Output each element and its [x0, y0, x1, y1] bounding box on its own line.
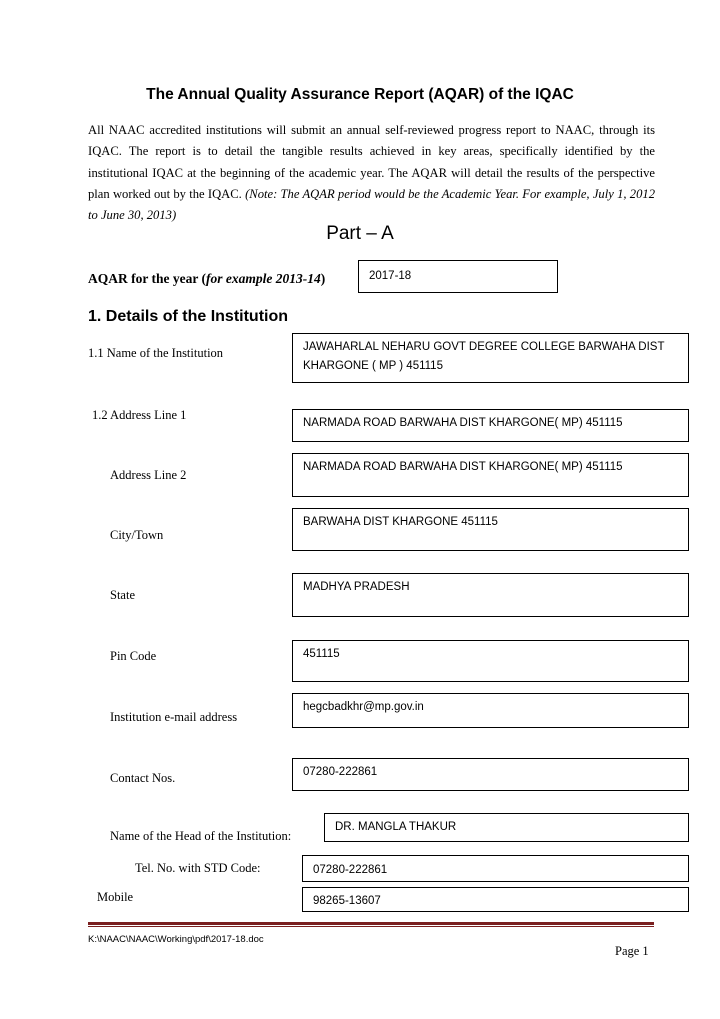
city-label: City/Town: [110, 528, 164, 542]
footer-rule: [88, 922, 654, 925]
address2-label: Address Line 2: [110, 468, 187, 482]
intro-text: All NAAC accredited institutions will submit an annual self-reviewed progress report to NAAC, through its IQAC. The report is to detail the tangible results achieved in key areas, specifically identified by the institutional IQAC at the beginning of the academic year. The AQAR will detail the results of the perspective plan worked out by the IQAC.: [88, 123, 655, 201]
aqar-year-label-example: for example 2013-14: [205, 271, 321, 286]
contact-field[interactable]: 07280-222861: [292, 758, 689, 791]
head-name-field[interactable]: DR. MANGLA THAKUR: [324, 813, 689, 842]
aqar-year-label-end: ): [320, 271, 326, 286]
state-label: State: [110, 588, 135, 602]
contact-label: Contact Nos.: [110, 771, 176, 785]
pin-code-field[interactable]: 451115: [292, 640, 689, 682]
section-heading: 1. Details of the Institution: [88, 308, 289, 325]
pin-label: Pin Code: [110, 649, 157, 663]
head-label: Name of the Head of the Institution:: [110, 829, 292, 843]
address1-label: 1.2 Address Line 1: [92, 408, 187, 422]
page-number: Page 1: [615, 944, 649, 958]
name-label: 1.1 Name of the Institution: [88, 346, 224, 360]
part-heading: Part – A: [326, 223, 394, 244]
intro-paragraph: [88, 120, 655, 226]
city-field[interactable]: BARWAHA DIST KHARGONE 451115: [292, 508, 689, 551]
footer-rule-thin: [88, 926, 654, 927]
state-field[interactable]: MADHYA PRADESH: [292, 573, 689, 617]
mobile-field[interactable]: 98265-13607: [302, 887, 689, 912]
tel-field[interactable]: 07280-222861: [302, 855, 689, 882]
tel-label: Tel. No. with STD Code:: [135, 861, 261, 875]
aqar-year-label-text: AQAR for the year (: [88, 271, 206, 286]
address-line1-field[interactable]: NARMADA ROAD BARWAHA DIST KHARGONE( MP) 451115: [292, 409, 689, 442]
email-field[interactable]: hegcbadkhr@mp.gov.in: [292, 693, 689, 728]
institution-name-field[interactable]: JAWAHARLAL NEHARU GOVT DEGREE COLLEGE BARWAHA DIST KHARGONE ( MP ) 451115: [292, 333, 689, 383]
document-title: The Annual Quality Assurance Report (AQAR) of the IQAC: [146, 86, 574, 103]
mobile-label: Mobile: [97, 890, 134, 904]
aqar-year-field[interactable]: 2017-18: [358, 260, 558, 293]
aqar-year-label: [88, 271, 325, 287]
email-label: Institution e-mail address: [110, 710, 238, 724]
address-line2-field[interactable]: NARMADA ROAD BARWAHA DIST KHARGONE( MP) 451115: [292, 453, 689, 497]
intro-note: (Note: The AQAR period would be the Academic Year. For example, July 1, 2012 to June 30, 2013): [88, 186, 655, 223]
footer-file-path: K:\NAAC\NAAC\Working\pdf\2017-18.doc: [88, 934, 264, 945]
